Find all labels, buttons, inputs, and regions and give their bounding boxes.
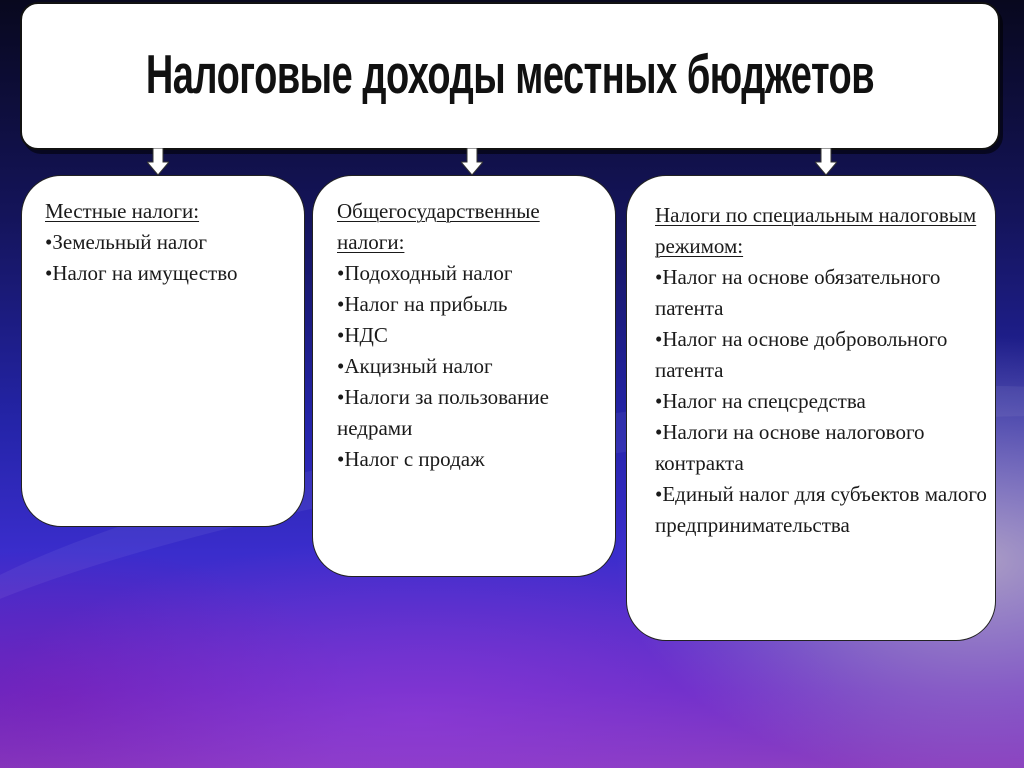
tax-list <box>337 258 607 475</box>
list-item: •Акцизный налог <box>337 354 493 378</box>
slide-title: Налоговые доходы местных бюджетов <box>145 44 875 106</box>
title-box <box>20 2 1000 150</box>
list-item: •Налог на основе добровольного патента <box>655 327 948 382</box>
list-item: •Налоги на основе налогового контракта <box>655 420 925 475</box>
list-item: •Налог на спецсредства <box>655 389 866 413</box>
list-item: •Единый налог для субъектов малого предпринимательства <box>655 482 987 537</box>
box-heading: Общегосударственные налоги: <box>337 199 540 254</box>
tax-list <box>655 262 987 541</box>
list-item: •Налог на имущество <box>45 261 238 285</box>
list-item: •Земельный налог <box>45 230 208 254</box>
local-taxes-box <box>21 175 305 527</box>
list-item: •Налог на прибыль <box>337 292 508 316</box>
arrow-down-icon <box>815 148 837 175</box>
national-taxes-box <box>312 175 616 577</box>
tax-list <box>45 227 296 289</box>
list-item: •НДС <box>337 323 388 347</box>
box-heading: Налоги по специальным налоговым режимом: <box>655 203 977 258</box>
special-regime-taxes-box <box>626 175 996 641</box>
list-item: •Налоги за пользование недрами <box>337 385 549 440</box>
box-heading: Местные налоги: <box>45 199 200 223</box>
list-item: •Налог с продаж <box>337 447 485 471</box>
list-item: •Налог на основе обязательного патента <box>655 265 941 320</box>
list-item: •Подоходный налог <box>337 261 513 285</box>
arrow-down-icon <box>461 148 483 175</box>
arrow-down-icon <box>147 148 169 175</box>
